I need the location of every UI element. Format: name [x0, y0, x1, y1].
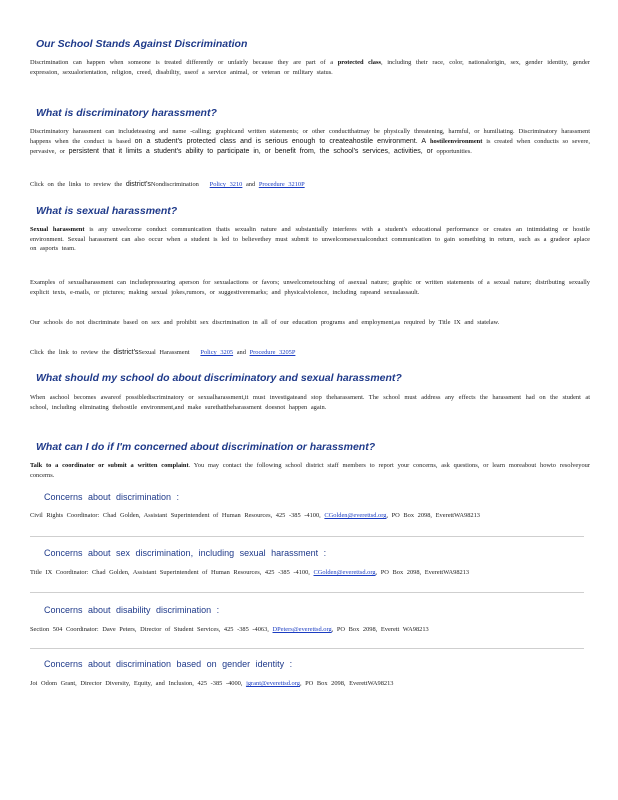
sexual-bold-term: Sexual harassment: [30, 226, 85, 233]
disc-text-1: Discriminatory harassment can includeteasing and name -calling; graphicand written statements; or other conductthatmay be physically threatening, harmful, or humiliating. Discriminatory harassment happens when the conduct is based: [30, 128, 590, 145]
concern-contact-dei: [30, 679, 590, 689]
intro-bold-protected-class: protected class: [337, 59, 381, 66]
heading-sexual-harassment: What is sexual harassment?: [36, 205, 178, 217]
email-dpeters-link[interactable]: DPeters@everettsd.org: [272, 626, 332, 633]
procedure-3205p-link[interactable]: Procedure 3205P: [249, 349, 296, 356]
disc-text-2: on a student's protected class and is serious enough to createahostile environment. A: [134, 137, 427, 145]
concern-0-pre: Civil Rights Coordinator: Chad Golden, Assistant Superintendent of Human Resources, 425 -385 -4100,: [30, 512, 321, 519]
disc-text-4: persistent that it limits a student's ability to participate in, or benefit from, the school's services, activities, or: [68, 148, 433, 156]
concern-0-post: , PO Box 2098, EverettWA98213: [386, 512, 480, 519]
heading-what-can-i-do: What can I do if I'm concerned about discrimination or harassment?: [36, 441, 376, 453]
concern-2-post: , PO Box 2098, Everett WA98213: [331, 626, 429, 633]
sexual-click-district: district's: [113, 349, 139, 356]
concern-2-pre: Section 504 Coordinator: Dave Peters, Director of Student Services, 425 -385 -4063,: [30, 626, 269, 633]
intro-text-1: Discrimination can happen when someone is treated differently or unfairly because they are part of a: [30, 59, 334, 66]
should-paragraph: When aschool becomes awareof possiblediscriminatory or sexualharassment,it must investigateand stop theharassment. The school must address any effects the harassment had on the student at school, including eliminating thehostile environment,and make surethattheharassment doesnot happen again.: [30, 394, 590, 411]
disc-click-pre: Click on the links to review the: [30, 181, 123, 188]
concern-1-pre: Title IX Coordinator: Chad Golden, Assistant Superintendent of Human Resources, 425 -385 -4100,: [30, 569, 310, 576]
sexual-click-mid: Sexual Harassment: [138, 349, 190, 356]
concern-contact-civil-rights: [30, 511, 590, 521]
disc-click-district: district's: [125, 181, 151, 188]
concern-title-disability: Concerns about disability discrimination :: [44, 605, 220, 615]
sexual-nodisc-paragraph: Our schools do not discriminate based on sex and prohibit sex discrimination in all of our education programs and employment,as required by Title IX and statelaw.: [30, 319, 500, 326]
disc-text-3: is created when conductis so severe, pervasive, or: [30, 137, 590, 156]
divider: [30, 536, 584, 537]
disc-text-5: opportunities.: [436, 148, 472, 156]
disc-bold-hostile-environment: hostileenvironment: [429, 137, 483, 145]
disc-click-mid: Nondiscrimination: [150, 181, 199, 188]
disc-paragraph: [30, 127, 590, 158]
heading-discriminatory-harassment: What is discriminatory harassment?: [36, 107, 217, 119]
procedure-3210p-link[interactable]: Procedure 3210P: [258, 181, 305, 188]
intro-text-2: , including their race, color, nationalorigin, sex, gender identity, gender expression, sexualorientation, religion, creed, disability, useof a service animal, or veteran or military status.: [30, 59, 590, 76]
email-cgolden-link-2[interactable]: CGolden@everettsd.org: [313, 569, 376, 576]
can-paragraph: [30, 461, 590, 480]
concern-1-post: , PO Box 2098, EverettWA98213: [375, 569, 470, 576]
concern-title-discrimination: Concerns about discrimination :: [44, 492, 180, 502]
sexual-text-1: is any unwelcome conduct communication thatis sexualin nature and substantially interferes with a student's educational performance or creates an intimidating or hostile environment. Sexual harassment can also occur when a student is led to believethey must submit to unwelcomesexualconduct communication to gain something in return, such as a gradeor aplace on asports team.: [30, 226, 590, 253]
concern-title-sex-discrimination: Concerns about sex discrimination, including sexual harassment :: [44, 548, 327, 558]
sexual-click-pre: Click the link to review the: [30, 349, 110, 356]
policy-3205-link[interactable]: Policy 3205: [200, 349, 234, 356]
email-jgrant-link[interactable]: jgrant@everettsd.org: [246, 680, 300, 687]
intro-paragraph: [30, 58, 590, 77]
concern-3-pre: Joi Odom Grant, Director Diversity, Equity, and Inclusion, 425 -385 -4000,: [30, 680, 243, 687]
sexual-examples-paragraph: Examples of sexualharassment can includepressuring aperson for sexualactions or favors; unwelcometouching of asexual nature; graphic or written statements of a sexual nature; distributing sexually explicit texts, e-mails, or pictures; making sexual jokes,rumors, or suggestiveremarks; and physicalviolence, including rapeand sexualassault.: [30, 279, 590, 296]
sexual-paragraph: [30, 225, 590, 254]
concern-contact-title-ix: [30, 568, 590, 578]
concern-3-post: , PO Box 2098, EverettWA98213: [299, 680, 394, 687]
divider: [30, 648, 584, 649]
email-cgolden-link-1[interactable]: CGolden@everettsd.org: [324, 512, 387, 519]
concern-title-gender-identity: Concerns about discrimination based on gender identity :: [44, 659, 293, 669]
concern-contact-section-504: [30, 625, 590, 635]
can-text-1: . You may contact the following school district staff members to report your concerns, ask questions, or learn moreabout howto resolveyour concerns.: [30, 462, 590, 479]
disc-and: and: [245, 181, 256, 188]
heading-our-school: Our School Stands Against Discrimination: [36, 38, 248, 50]
divider: [30, 592, 584, 593]
can-bold-talk-to-coordinator: Talk to a coordinator or submit a written complaint: [30, 462, 189, 469]
sexual-and: and: [236, 349, 246, 356]
sexual-click-line: [30, 348, 590, 359]
heading-what-should-school-do: What should my school do about discriminatory and sexual harassment?: [36, 372, 402, 384]
disc-click-line: [30, 180, 590, 191]
policy-3210-link[interactable]: Policy 3210: [209, 181, 243, 188]
